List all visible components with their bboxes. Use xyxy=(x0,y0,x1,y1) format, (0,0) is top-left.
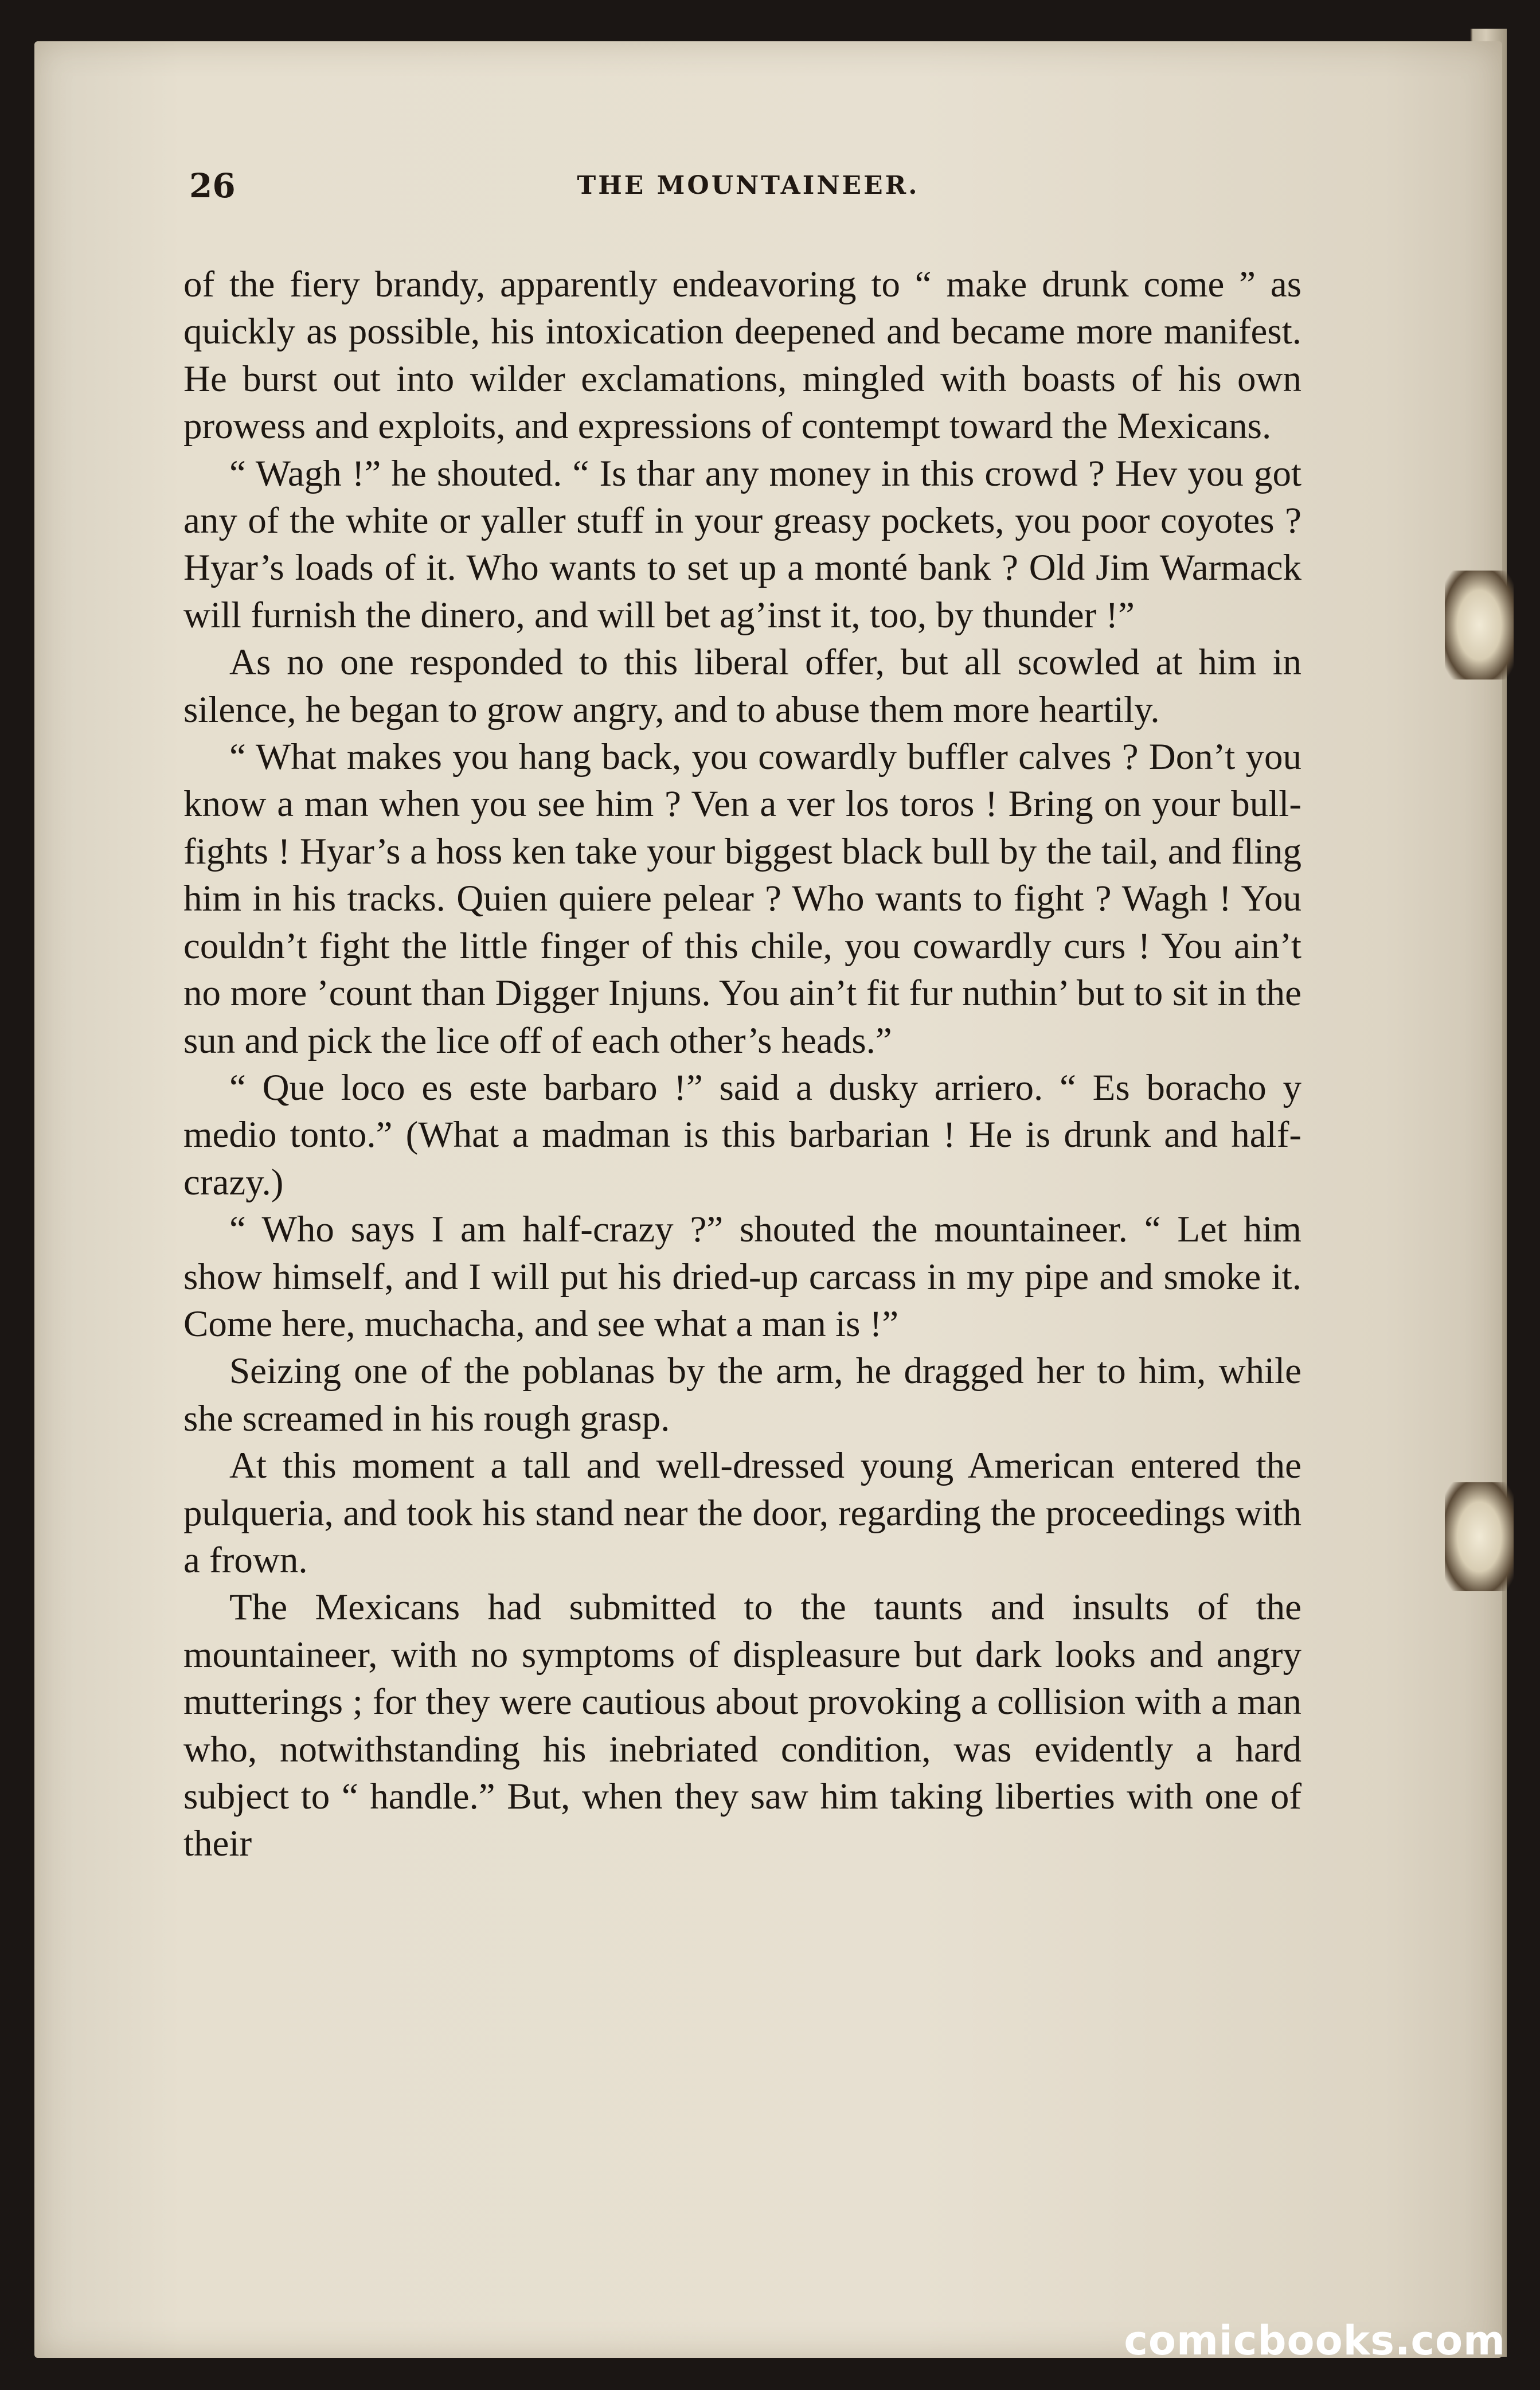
paragraph-9: The Mexicans had submitted to the taunts and insults of the mountaineer, with no symptoms of displeasure but dark looks and angry mutterings ; for they were cautious about provoking a collision with a man who, notwithstanding his inebriated condition, was evidently a hard subject to “ handle.” But, when they saw him taking liberties with one of their xyxy=(183,1587,1301,1865)
body-text xyxy=(183,261,1301,1868)
paragraph-2: “ Wagh !” he shouted. “ Is thar any money in this crowd ? Hev you got any of the white or yaller stuff in your greasy pockets, you poor coyotes ? Hyar’s loads of it. Who wants to set up a monté bank ? Old Jim Warmack will furnish the dinero, and will bet ag’inst it, too, by thunder !” xyxy=(183,452,1301,636)
paragraph-7: Seizing one of the poblanas by the arm, he dragged her to him, while she screamed in his rough grasp. xyxy=(183,1350,1301,1439)
paragraph-8: At this moment a tall and well-dressed young American entered the pulqueria, and took his stand near the door, regarding the proceedings with a frown. xyxy=(183,1445,1301,1581)
running-head xyxy=(189,166,1307,218)
page-number: 26 xyxy=(189,166,236,205)
paragraph-3: As no one responded to this liberal offer, but all scowled at him in silence, he began to grow angry, and to abuse them more heartily. xyxy=(183,642,1301,731)
binding-thread-bottom xyxy=(1445,1482,1514,1591)
running-title: THE MOUNTAINEER. xyxy=(577,171,920,200)
paragraph-1: of the fiery brandy, apparently endeavoring to “ make drunk come ” as quickly as possible, his intoxication deepened and became more manifest. He burst out into wilder exclamations, mingled with boasts of his own prowess and exploits, and expressions of contempt toward the Mexicans. xyxy=(183,264,1301,447)
source-watermark: comicbooks.com xyxy=(1124,2317,1506,2364)
paragraph-5: “ Que loco es este barbaro !” said a dusky arriero. “ Es boracho y medio tonto.” (What a madman is this barbarian ! He is drunk and half-crazy.) xyxy=(183,1067,1301,1203)
paragraph-4: “ What makes you hang back, you cowardly buffler calves ? Don’t you know a man when you see him ? Ven a ver los toros ! Bring on your bull-fights ! Hyar’s a hoss ken take your biggest black bull by the tail, and fling him in his tracks. Quien quiere pelear ? Who wants to fight ? Wagh ! You couldn’t fight the little finger of this chile, you cowardly curs ! You ain’t no more ’count than Digger Injuns. You ain’t fit fur nuthin’ but to sit in the sun and pick the lice off of each other’s heads.” xyxy=(183,736,1301,1061)
paragraph-6: “ Who says I am half-crazy ?” shouted the mountaineer. “ Let him show himself, and I will put his dried-up carcass in my pipe and smoke it. Come here, muchacha, and see what a man is !” xyxy=(183,1209,1301,1345)
binding-thread-top xyxy=(1445,571,1514,679)
